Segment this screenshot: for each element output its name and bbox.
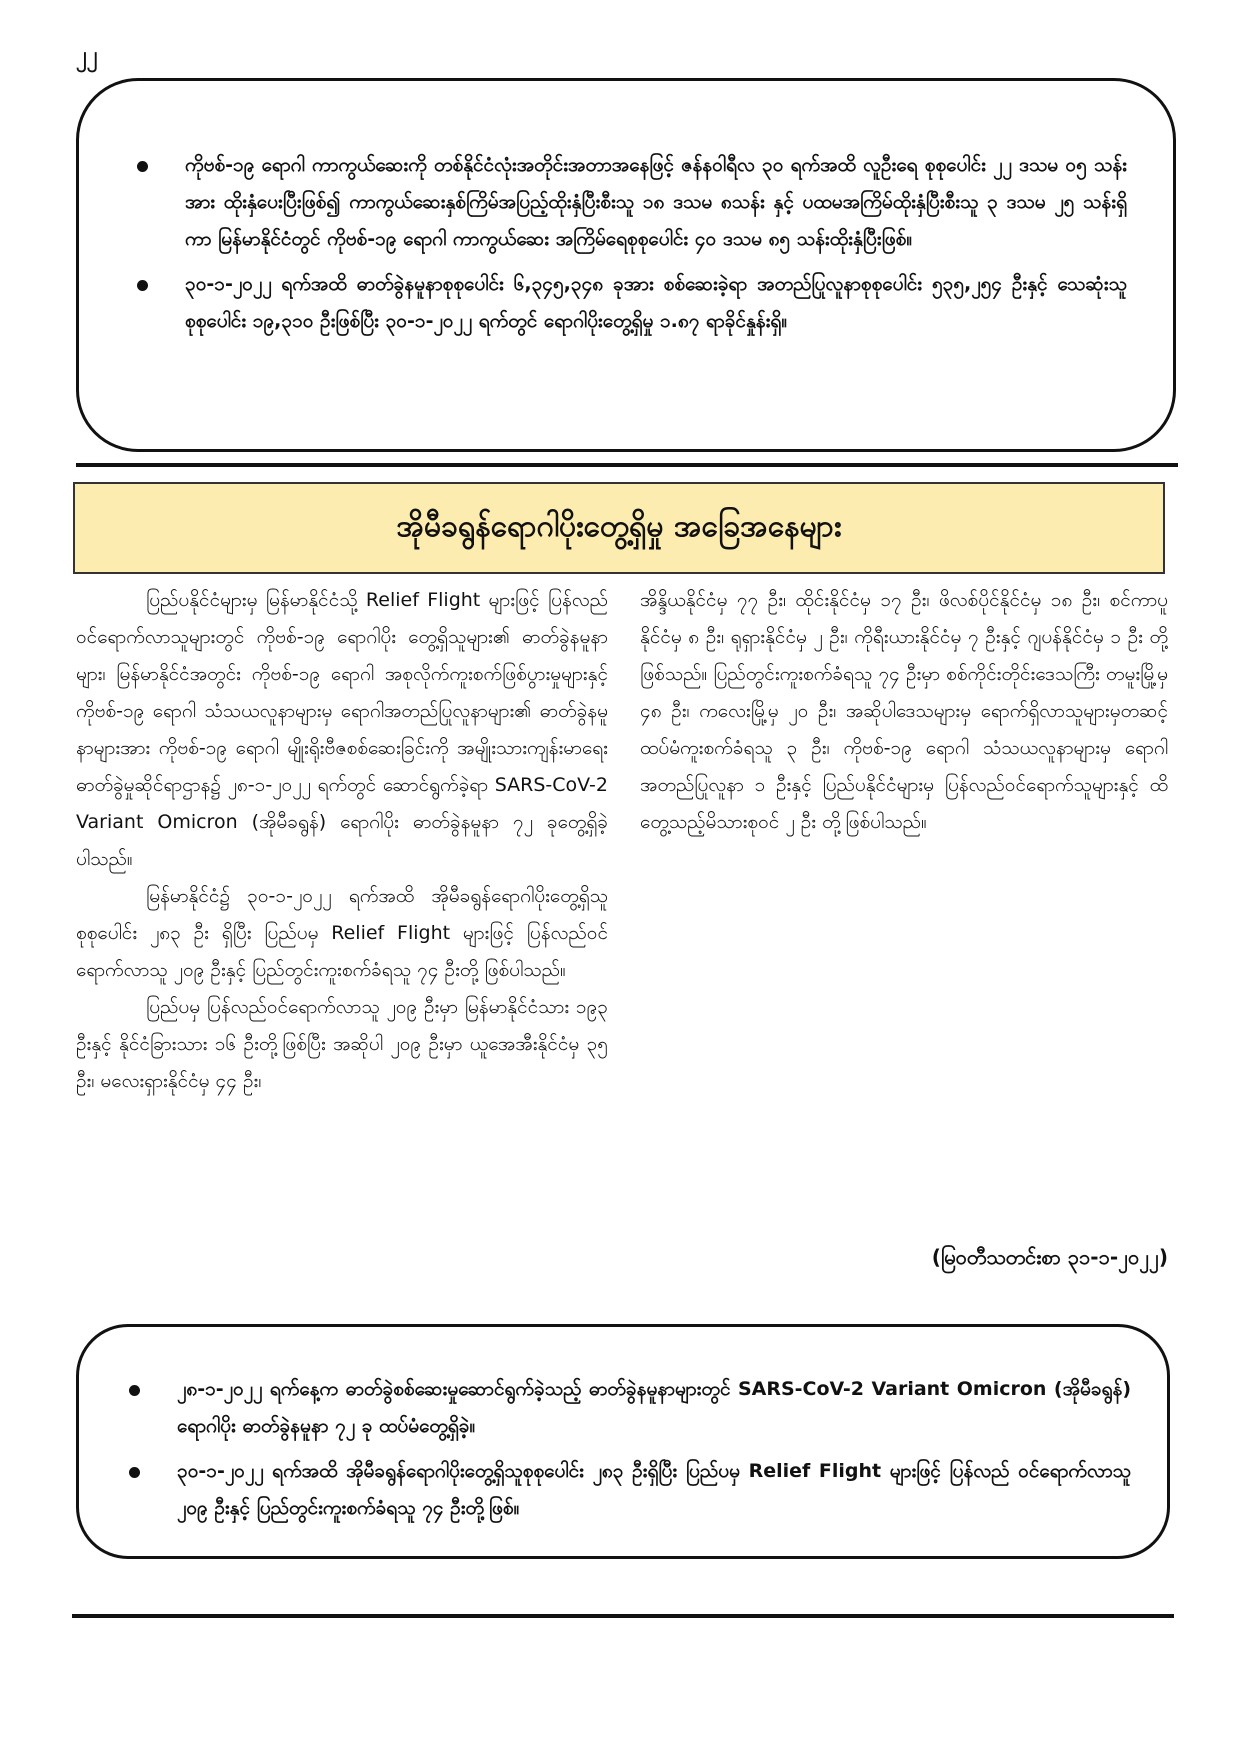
article-column-left (76, 582, 608, 1100)
bullet-text: ကိုဗစ်-၁၉ ရောဂါ ကာကွယ်ဆေးကို တစ်နိုင်ငံလုံးအတိုင်းအတာအနေဖြင့် ဇန်နဝါရီလ ၃၀ ရက်အထိ လူဦးရေ စုစုပေါင်း ၂၂ ဒသမ ၀၅ သန်းအား ထိုးနှံပေးပြီးဖြစ်၍ ကာကွယ်ဆေးနှစ်ကြိမ်အပြည့်ထိုးနှံပြီးစီးသူ ၁၈ ဒသမ ၈သန်း နှင့် ပထမအကြိမ်ထိုးနှံပြီးစီးသူ ၃ ဒသမ ၂၅ သန်းရှိကာ မြန်မာနိုင်ငံတွင် ကိုဗစ်-၁၉ ရောဂါ ကာကွယ်ဆေး အကြိမ်ရေစုစုပေါင်း ၄၀ ဒသမ ၈၅ သန်းထိုးနှံပြီးဖြစ်။ (185, 154, 1127, 250)
bullet-dot-icon (137, 161, 148, 172)
summary-bullet (129, 1371, 1131, 1445)
divider-rule (76, 463, 1178, 467)
article-paragraph: မြန်မာနိုင်ငံ၌ ၃၀-၁-၂၀၂၂ ရက်အထိ အိုမီခရွန်ရောဂါပိုးတွေ့ရှိသူစုစုပေါင်း ၂၈၃ ဦး ရှိပြီး ပြည်ပမှ Relief Flight များဖြင့် ပြန်လည်ဝင်ရောက်လာသူ ၂၀၉ ဦးနှင့် ပြည်တွင်းကူးစက်ခံရသူ ၇၄ ဦးတို့ ဖြစ်ပါသည်။ (76, 885, 608, 981)
bullet-text: ၃၀-၁-၂၀၂၂ ရက်အထိ ဓာတ်ခွဲနမူနာစုစုပေါင်း ၆,၃၄၅,၃၄၈ ခုအား စစ်ဆေးခဲ့ရာ အတည်ပြုလူနာစုစုပေါင်း ၅၃၅,၂၅၄ ဦးနှင့် သေဆုံးသူစုစုပေါင်း ၁၉,၃၁၀ ဦးဖြစ်ပြီး ၃၀-၁-၂၀၂၂ ရက်တွင် ရောဂါပိုးတွေ့ရှိမှု ၁.၈၇ ရာခိုင်နှုန်းရှိ။ (185, 273, 1127, 332)
summary-bullet-list (137, 147, 1127, 340)
summary-bullet-list (129, 1371, 1131, 1527)
summary-bullet (137, 266, 1127, 340)
section-heading: အိုမီခရွန်ရောဂါပိုးတွေ့ရှိမှု အခြေအနေများ (396, 508, 842, 544)
summary-box-top (76, 78, 1176, 452)
bullet-dot-icon (129, 1467, 140, 1478)
article-paragraph: ပြည်ပနိုင်ငံများမှ မြန်မာနိုင်ငံသို့ Relief Flight များဖြင့် ပြန်လည်ဝင်ရောက်လာသူများတွင် ကိုဗစ်-၁၉ ရောဂါပိုး တွေ့ရှိသူများ၏ ဓာတ်ခွဲနမူနာများ၊ မြန်မာနိုင်ငံအတွင်း ကိုဗစ်-၁၉ ရောဂါ အစုလိုက်ကူးစက်ဖြစ်ပွားမှုများနှင့် ကိုဗစ်-၁၉ ရောဂါ သံသယလူနာများမှ ရောဂါအတည်ပြုလူနာများ၏ ဓာတ်ခွဲနမူနာများအား ကိုဗစ်-၁၉ ရောဂါ မျိုးရိုးဗီဇစစ်ဆေးခြင်းကို အမျိုးသားကျန်းမာရေးဓာတ်ခွဲမှုဆိုင်ရာဌာန၌ ၂၈-၁-၂၀၂၂ ရက်တွင် ဆောင်ရွက်ခဲ့ရာ SARS-CoV-2 Variant Omicron (အိုမီခရွန်) ရောဂါပိုး ဓာတ်ခွဲနမူနာ ၇၂ ခုတွေ့ရှိခဲ့ပါသည်။ (76, 589, 608, 870)
article-paragraph: ပြည်ပမှ ပြန်လည်ဝင်ရောက်လာသူ ၂၀၉ ဦးမှာ မြန်မာနိုင်ငံသား ၁၉၃ ဦးနှင့် နိုင်ငံခြားသား ၁၆ ဦးတို့ဖြစ်ပြီး အဆိုပါ ၂၀၉ ဦးမှာ ယူအေအီးနိုင်ငံမှ ၃၅ ဦး၊ မလေးရှားနိုင်ငံမှ ၄၄ ဦး၊ (76, 996, 608, 1092)
source-note: (မြဝတီသတင်းစာ ၃၁-၁-၂၀၂၂) (931, 1245, 1168, 1269)
bullet-text: ၂၈-၁-၂၀၂၂ ရက်နေ့က ဓာတ်ခွဲစစ်ဆေးမှုဆောင်ရွက်ခဲ့သည့် ဓာတ်ခွဲနမူနာများတွင် SARS-CoV-2 Variant Omicron (အိုမီခရွန်) ရောဂါပိုး ဓာတ်ခွဲနမူနာ ၇၂ ခု ထပ်မံတွေ့ရှိခဲ့။ (177, 1378, 1131, 1437)
summary-box-bottom (76, 1324, 1170, 1559)
bullet-dot-icon (129, 1385, 140, 1396)
section-heading-box (73, 482, 1165, 574)
divider-rule (72, 1614, 1174, 1618)
bullet-dot-icon (137, 280, 148, 291)
bullet-text: ၃၀-၁-၂၀၂၂ ရက်အထိ အိုမီခရွန်ရောဂါပိုးတွေ့ရှိသူစုစုပေါင်း ၂၈၃ ဦးရှိပြီး ပြည်ပမှ Relief Flight များဖြင့် ပြန်လည် ဝင်ရောက်လာသူ ၂၀၉ ဦးနှင့် ပြည်တွင်းကူးစက်ခံရသူ ၇၄ ဦးတို့ဖြစ်။ (177, 1460, 1131, 1519)
summary-bullet (129, 1453, 1131, 1527)
summary-bullet (137, 147, 1127, 258)
article-column-right (640, 582, 1168, 841)
article-paragraph: အိန္ဒိယနိုင်ငံမှ ၇၇ ဦး၊ ထိုင်းနိုင်ငံမှ ၁၇ ဦး၊ ဖိလစ်ပိုင်နိုင်ငံမှ ၁၈ ဦး၊ စင်ကာပူနိုင်ငံမှ ၈ ဦး၊ ရုရှားနိုင်ငံမှ ၂ ဦး၊ ကိုရီးယားနိုင်ငံမှ ၇ ဦးနှင့် ဂျပန်နိုင်ငံမှ ၁ ဦး တို့ဖြစ်သည်။ ပြည်တွင်းကူးစက်ခံရသူ ၇၄ ဦးမှာ စစ်ကိုင်းတိုင်းဒေသကြီး တမူးမြို့မှ ၄၈ ဦး၊ ကလေးမြို့မှ ၂၀ ဦး၊ အဆိုပါဒေသများမှ ရောက်ရှိလာသူများမှတဆင့် ထပ်မံကူးစက်ခံရသူ ၃ ဦး၊ ကိုဗစ်-၁၉ ရောဂါ သံသယလူနာများမှ ရောဂါအတည်ပြုလူနာ ၁ ဦးနှင့် ပြည်ပနိုင်ငံများမှ ပြန်လည်ဝင်ရောက်သူများနှင့် ထိတွေ့သည့်မိသားစုဝင် ၂ ဦး တို့ဖြစ်ပါသည်။ (640, 589, 1168, 833)
page-number: ၂၂ (76, 43, 98, 68)
